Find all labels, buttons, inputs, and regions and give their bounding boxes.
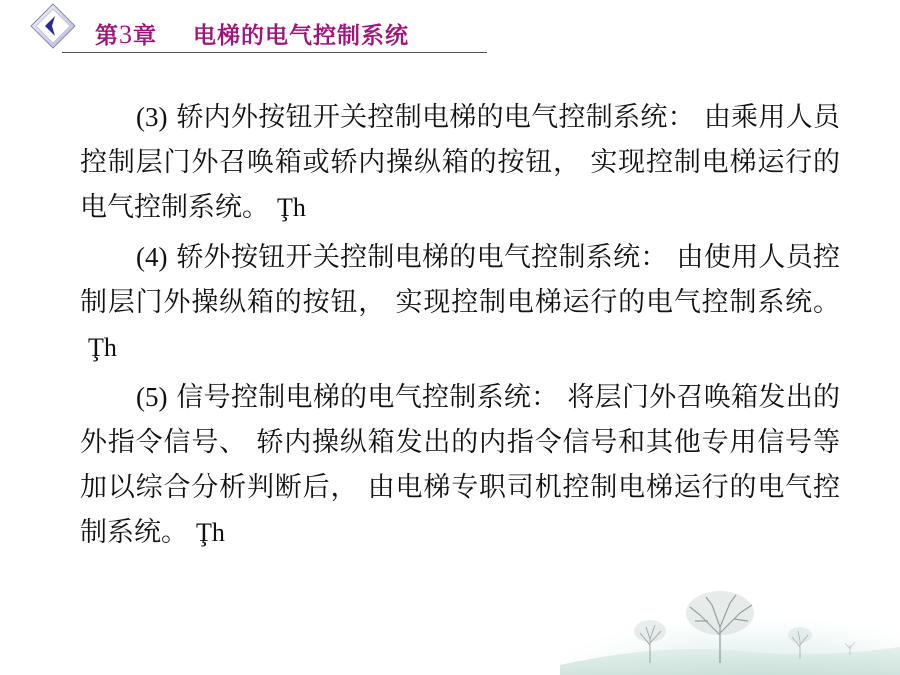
- paragraph-number: (3): [136, 102, 168, 132]
- paragraph-mark: Ţh: [277, 193, 306, 222]
- chapter-prefix: 第: [95, 22, 119, 49]
- paragraph-text: 信号控制电梯的电气控制系统： 将层门外召唤箱发出的外指令信号、 轿内操纵箱发出的内指令信号和其他专用信号等加以综合分析判断后， 由电梯专职司机控制电梯运行的电气控制系统。: [80, 382, 840, 548]
- tree-landscape-decoration: [540, 555, 900, 675]
- chapter-suffix: 章: [133, 22, 157, 49]
- chapter-name: 电梯的电气控制系统: [193, 22, 409, 49]
- paragraph-3: [80, 95, 840, 230]
- paragraph-number: (5): [136, 382, 168, 412]
- paragraph-5: [80, 375, 840, 555]
- chapter-number: 3: [119, 20, 133, 49]
- paragraph-number: (4): [136, 242, 168, 272]
- paragraph-mark: Ţh: [196, 518, 225, 547]
- paragraph-4: [80, 235, 840, 370]
- paragraph-text: 轿外按钮开关控制电梯的电气控制系统： 由使用人员控制层门外操纵箱的按钮， 实现控制电梯运行的电气控制系统。: [80, 242, 840, 318]
- header-divider: [62, 52, 487, 53]
- slide-body: [80, 95, 840, 560]
- diamond-arrow-left-icon[interactable]: [30, 3, 76, 49]
- chapter-title: [95, 17, 409, 50]
- paragraph-mark: Ţh: [88, 333, 117, 362]
- paragraph-text: 轿内外按钮开关控制电梯的电气控制系统： 由乘用人员控制层门外召唤箱或轿内操纵箱的按钮， 实现控制电梯运行的电气控制系统。: [80, 102, 840, 223]
